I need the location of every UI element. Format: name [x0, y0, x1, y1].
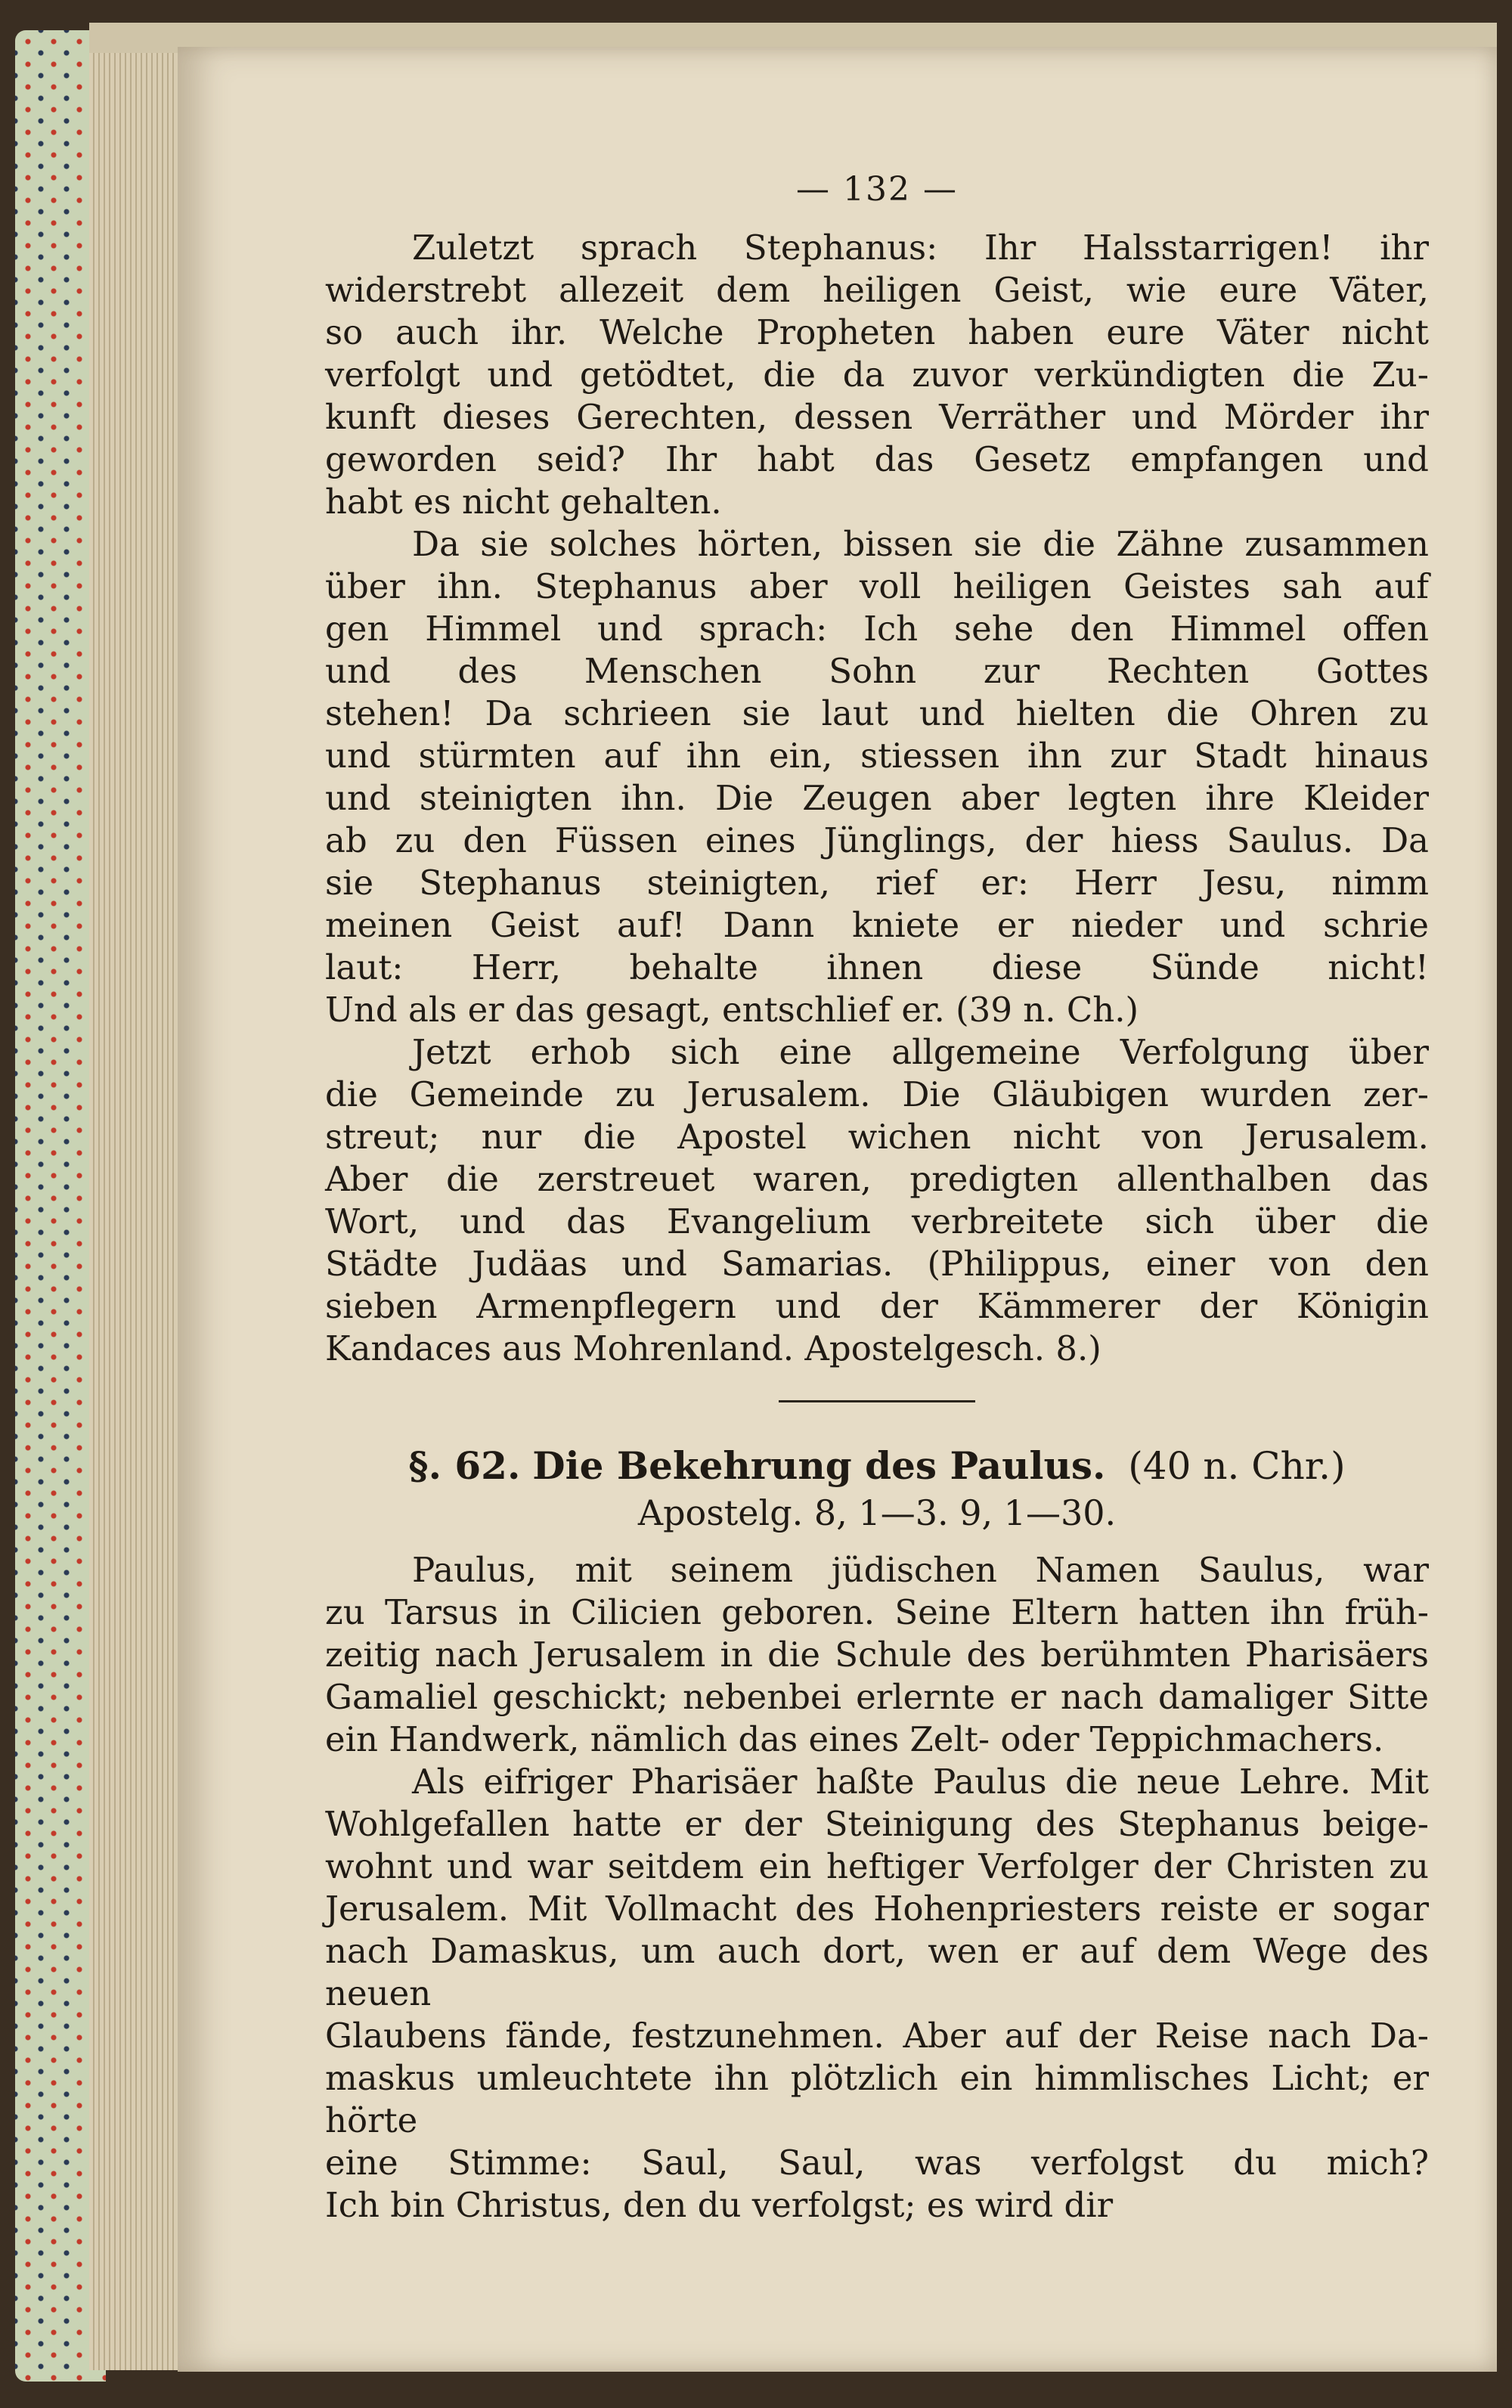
- text-line: verfolgt und getödtet, die da zuvor verkündigten die Zu-: [325, 355, 1429, 395]
- text-line: ab zu den Füssen eines Jünglings, der hiess Saulus. Da: [325, 820, 1429, 860]
- text-line: sie Stephanus steinigten, rief er: Herr Jesu, nimm: [325, 863, 1429, 903]
- section-divider: [779, 1400, 975, 1402]
- text-line: Als eifriger Pharisäer haßte Paulus die neue Lehre. Mit: [412, 1762, 1429, 1802]
- text-line: maskus umleuchtete ihn plötzlich ein himmlisches Licht; er hörte: [325, 2058, 1429, 2140]
- paragraph: [325, 1031, 1429, 1370]
- section-date: (40 n. Chr.): [1128, 1444, 1346, 1488]
- text-line: und stürmten auf ihn ein, stiessen ihn zur Stadt hinaus: [325, 736, 1429, 776]
- text-line: laut: Herr, behalte ihnen diese Sünde nicht!: [325, 947, 1429, 987]
- text-line: über ihn. Stephanus aber voll heiligen Geistes sah auf: [325, 566, 1429, 606]
- text-line: ein Handwerk, nämlich das eines Zelt- oder Teppichmachers.: [325, 1719, 1384, 1759]
- text-line: widerstrebt allezeit dem heiligen Geist, wie eure Väter,: [325, 270, 1429, 310]
- text-line: Jerusalem. Mit Vollmacht des Hohenpriesters reiste er sogar: [325, 1889, 1429, 1929]
- page-number: — 132 —: [796, 170, 958, 209]
- text-line: stehen! Da schrieen sie laut und hielten die Ohren zu: [325, 693, 1429, 733]
- text-line: Ich bin Christus, den du verfolgst; es wird dir: [325, 2185, 1114, 2225]
- text-line: meinen Geist auf! Dann kniete er nieder und schrie: [325, 905, 1429, 945]
- text-line: und steinigten ihn. Die Zeugen aber legten ihre Kleider: [325, 778, 1429, 818]
- paragraph: [325, 1549, 1429, 1761]
- section-stephanus: [325, 227, 1429, 1370]
- text-line: Aber die zerstreuet waren, predigten allenthalben das: [325, 1159, 1429, 1199]
- text-line: Paulus, mit seinem jüdischen Namen Saulus, war: [412, 1550, 1429, 1590]
- text-line: Wohlgefallen hatte er der Steinigung des Stephanus beige-: [325, 1804, 1429, 1844]
- text-line: sieben Armenpflegern und der Kämmerer der Königin: [325, 1286, 1429, 1326]
- text-line: Jetzt erhob sich eine allgemeine Verfolgung über: [412, 1032, 1429, 1072]
- text-line: Kandaces aus Mohrenland. Apostelgesch. 8.): [325, 1328, 1101, 1368]
- text-line: Da sie solches hörten, bissen sie die Zähne zusammen: [412, 524, 1429, 564]
- section-heading: [325, 1442, 1429, 1490]
- text-line: gen Himmel und sprach: Ich sehe den Himmel offen: [325, 609, 1429, 649]
- text-line: Städte Judäas und Samarias. (Philippus, einer von den: [325, 1244, 1429, 1284]
- page-content: [325, 170, 1429, 2227]
- text-line: Wort, und das Evangelium verbreitete sich über die: [325, 1201, 1429, 1241]
- paragraph: [325, 523, 1429, 1031]
- text-line: zu Tarsus in Cilicien geboren. Seine Eltern hatten ihn früh-: [325, 1592, 1429, 1632]
- text-line: nach Damaskus, um auch dort, wen er auf dem Wege des neuen: [325, 1931, 1429, 2013]
- section-reference: Apostelg. 8, 1—3. 9, 1—30.: [637, 1492, 1117, 1533]
- section-title: Die Bekehrung des Paulus.: [532, 1443, 1106, 1488]
- text-line: Gamaliel geschickt; nebenbei erlernte er nach damaliger Sitte: [325, 1677, 1429, 1717]
- text-line: geworden seid? Ihr habt das Gesetz empfangen und: [325, 439, 1429, 479]
- text-line: wohnt und war seitdem ein heftiger Verfolger der Christen zu: [325, 1846, 1429, 1886]
- text-line: Und als er das gesagt, entschlief er. (39 n. Ch.): [325, 990, 1139, 1030]
- paragraph: [325, 227, 1429, 523]
- text-line: habt es nicht gehalten.: [325, 482, 722, 522]
- section-paulus: [325, 1549, 1429, 2227]
- text-line: zeitig nach Jerusalem in die Schule des berühmten Pharisäers: [325, 1635, 1429, 1675]
- page-stack-edge: [89, 45, 187, 2370]
- text-line: so auch ihr. Welche Propheten haben eure Väter nicht: [325, 312, 1429, 352]
- section-number: §. 62.: [408, 1443, 521, 1488]
- text-line: die Gemeinde zu Jerusalem. Die Gläubigen wurden zer-: [325, 1074, 1429, 1114]
- text-line: kunft dieses Gerechten, dessen Verräther und Mörder ihr: [325, 397, 1429, 437]
- paragraph: [325, 1761, 1429, 2227]
- text-line: Glaubens fände, festzunehmen. Aber auf der Reise nach Da-: [325, 2016, 1429, 2056]
- text-line: und des Menschen Sohn zur Rechten Gottes: [325, 651, 1429, 691]
- text-line: streut; nur die Apostel wichen nicht von Jerusalem.: [325, 1117, 1429, 1157]
- text-line: eine Stimme: Saul, Saul, was verfolgst du mich?: [325, 2143, 1429, 2183]
- text-line: Zuletzt sprach Stephanus: Ihr Halsstarrigen! ihr: [412, 228, 1429, 268]
